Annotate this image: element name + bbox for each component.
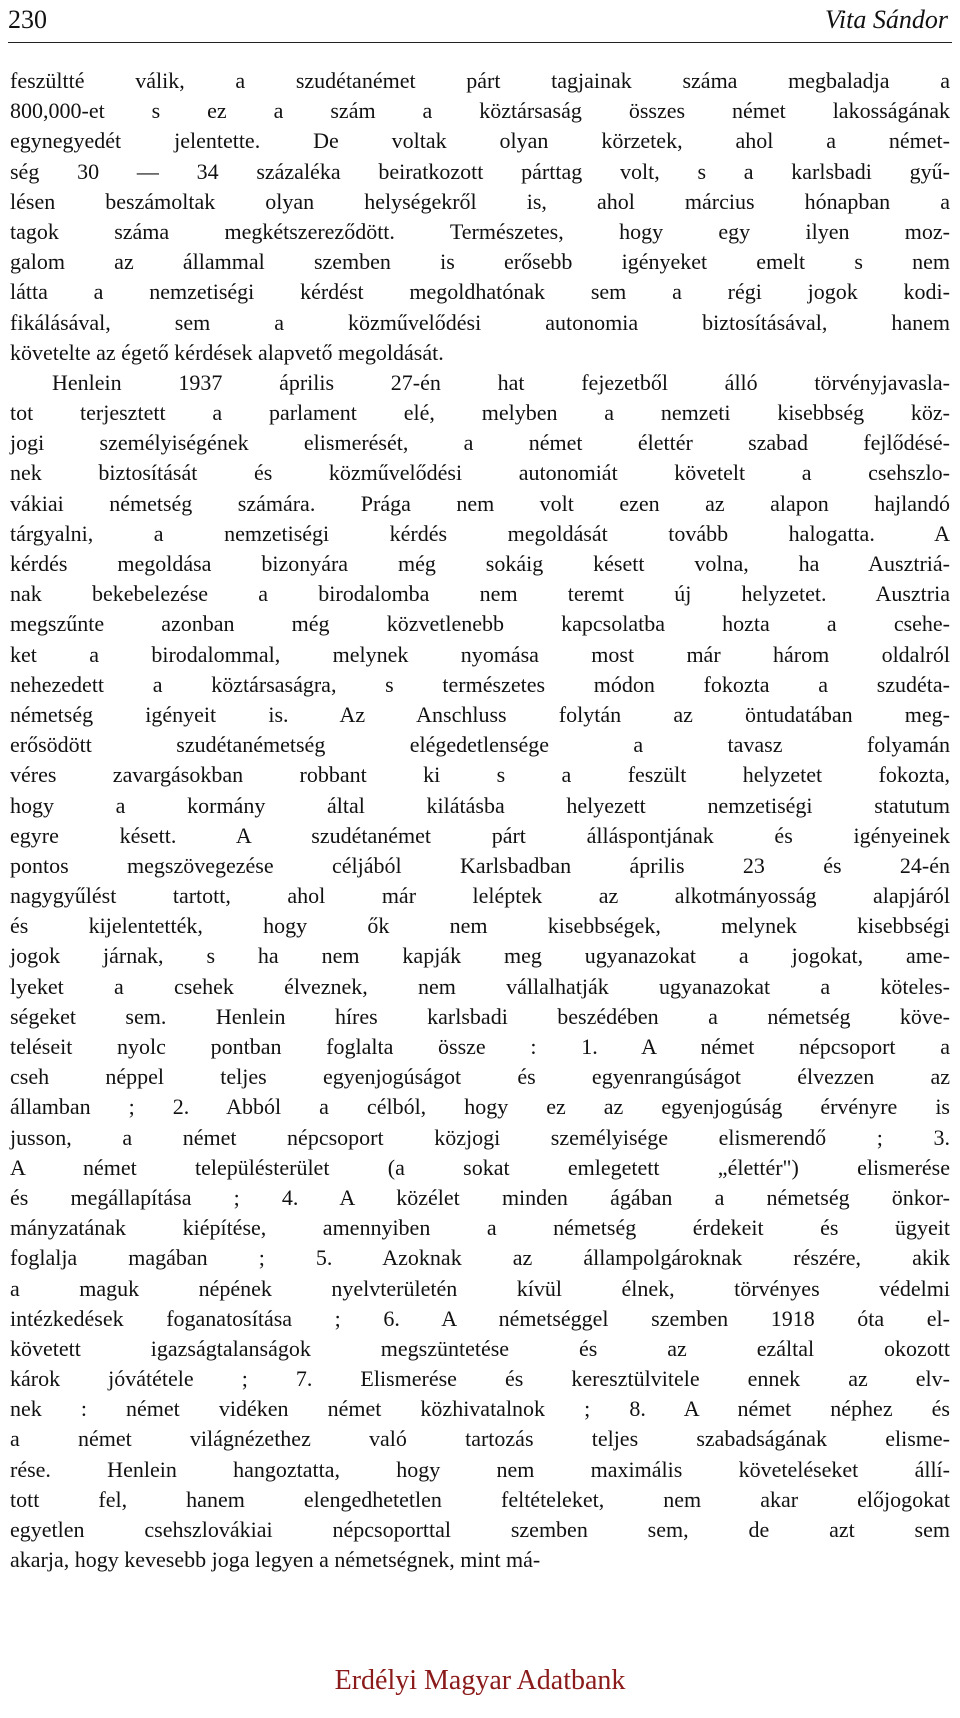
text-line: jogi személyiségének elismerését, a német élettér szabad fejlődésé- <box>10 430 950 456</box>
text-line: tagok száma megkétszereződött. Természetes, hogy egy ilyen moz- <box>10 218 950 244</box>
text-line: rése. Henlein hangoztatta, hogy nem maximális követeléseket állí- <box>10 1456 950 1482</box>
text-line: károk jóvátétele ; 7. Elismerése és keresztülvitele ennek az elv- <box>10 1366 950 1392</box>
text-line: követett igazságtalanságok megszüntetése és az ezáltal okozott <box>10 1335 950 1361</box>
text-line: ség 30 — 34 százaléka beiratkozott párttag volt, s a karlsbadi gyű- <box>10 158 950 184</box>
text-line: A német településterület (a sokat emlegetett „élettér") elismerése <box>10 1154 950 1180</box>
text-line: jogok járnak, s ha nem kapják meg ugyanazokat a jogokat, ame- <box>10 943 950 969</box>
text-line: megszűnte azonban még közvetlenebb kapcsolatba hozta a csehe- <box>10 611 950 637</box>
text-line: németség igényeit is. Az Anschluss folytán az öntudatában meg- <box>10 701 950 727</box>
text-line: ket a birodalommal, melynek nyomása most már három oldalról <box>10 641 950 667</box>
text-line: egyre késett. A szudétanémet párt álláspontjának és igényeinek <box>10 822 950 848</box>
text-line: erősödött szudétanémetség elégedetlensége a tavasz folyamán <box>10 732 950 758</box>
text-line: nak bekebelezése a birodalomba nem teremt új helyzetet. Ausztria <box>10 581 950 607</box>
text-line: jusson, a német népcsoport közjogi személyisége elismerendő ; 3. <box>10 1124 950 1150</box>
text-line: a német világnézethez való tartozás teljes szabadságának elisme- <box>10 1426 950 1452</box>
text-line: akarja, hogy kevesebb joga legyen a németségnek, mint má- <box>10 1547 541 1573</box>
text-line: egynegyedét jelentette. De voltak olyan körzetek, ahol a német- <box>10 128 950 154</box>
text-line: kérdés megoldása bizonyára még sokáig késett volna, ha Ausztriá- <box>10 551 950 576</box>
footer-watermark: Erdélyi Magyar Adatbank <box>334 1665 626 1696</box>
text-line: Henlein 1937 április 27-én hat fejezetből álló törvényjavasla- <box>52 369 950 395</box>
text-line: nek : német vidéken német közhivatalnok ; 8. A német néphez és <box>10 1396 950 1422</box>
text-line: egyetlen csehszlovákiai népcsoporttal szemben sem, de azt sem <box>10 1517 950 1542</box>
text-line: tott fel, hanem elengedhetetlen feltételeket, nem akar előjogokat <box>10 1486 950 1512</box>
text-line: nagygyűlést tartott, ahol már leléptek az alkotmányosság alapjáról <box>10 883 950 909</box>
text-line: intézkedések foganatosítása ; 6. A németséggel szemben 1918 óta el- <box>10 1305 950 1331</box>
text-line: feszültté válik, a szudétanémet párt tagjainak száma megbaladja a <box>10 68 950 93</box>
text-line: és kijelentették, hogy ők nem kisebbségek, melynek kisebbségi <box>10 913 950 939</box>
text-line: a maguk népének nyelvterületén kívül élnek, törvényes védelmi <box>10 1275 950 1301</box>
text-line: lésen beszámoltak olyan helységekről is, ahol március hónapban a <box>10 188 950 214</box>
text-line: és megállapítása ; 4. A közélet minden ágában a németség önkor- <box>10 1184 950 1210</box>
text-line: államban ; 2. Abból a célból, hogy ez az egyenjogúság érvényre is <box>10 1094 950 1120</box>
text-line: 800,000-et s ez a szám a köztársaság összes német lakosságának <box>10 98 950 124</box>
text-line: mányzatának kiépítése, amennyiben a németség érdekeit és ügyeit <box>10 1215 950 1241</box>
text-line: fikálásával, sem a közművelődési autonomia biztosításával, hanem <box>10 309 950 335</box>
text-line: nek biztosítását és közművelődési autonomiát követelt a csehszlo- <box>10 460 950 486</box>
text-line: cseh néppel teljes egyenjogúságot és egyenrangúságot élvezzen az <box>10 1064 950 1090</box>
text-line: követelte az égető kérdések alapvető megoldását. <box>10 339 444 365</box>
text-line: látta a nemzetiségi kérdést megoldhatónak sem a régi jogok kodi- <box>10 279 950 305</box>
page-number: 230 <box>8 5 47 34</box>
text-line: vákiai németség számára. Prága nem volt ezen az alapon hajlandó <box>10 490 950 516</box>
text-line: véres zavargásokban robbant ki s a feszült helyzetet fokozta, <box>10 762 950 788</box>
text-line: galom az állammal szemben is erősebb igényeket emelt s nem <box>10 249 950 275</box>
header-rule <box>8 42 952 43</box>
text-line: pontos megszövegezése céljából Karlsbadban április 23 és 24-én <box>10 852 950 878</box>
body-text <box>10 66 950 1575</box>
text-line: nehezedett a köztársaságra, s természetes módon fokozta a szudéta- <box>10 671 950 697</box>
text-line: teléseit nyolc pontban foglalta össze : 1. A német népcsoport a <box>10 1034 950 1059</box>
text-line: hogy a kormány által kilátásba helyezett nemzetiségi statutum <box>10 792 950 818</box>
running-title: Vita Sándor <box>824 5 948 34</box>
text-line: lyeket a csehek élveznek, nem vállalhatják ugyanazokat a köteles- <box>10 973 950 999</box>
text-line: foglalja magában ; 5. Azoknak az állampolgároknak részére, akik <box>10 1245 950 1271</box>
running-head <box>8 2 952 42</box>
text-line: tárgyalni, a nemzetiségi kérdés megoldását tovább halogatta. A <box>10 520 950 546</box>
text-line: ségeket sem. Henlein híres karlsbadi beszédében a németség köve- <box>10 1003 950 1029</box>
text-line: tot terjesztett a parlament elé, melyben a nemzeti kisebbség köz- <box>10 400 950 426</box>
